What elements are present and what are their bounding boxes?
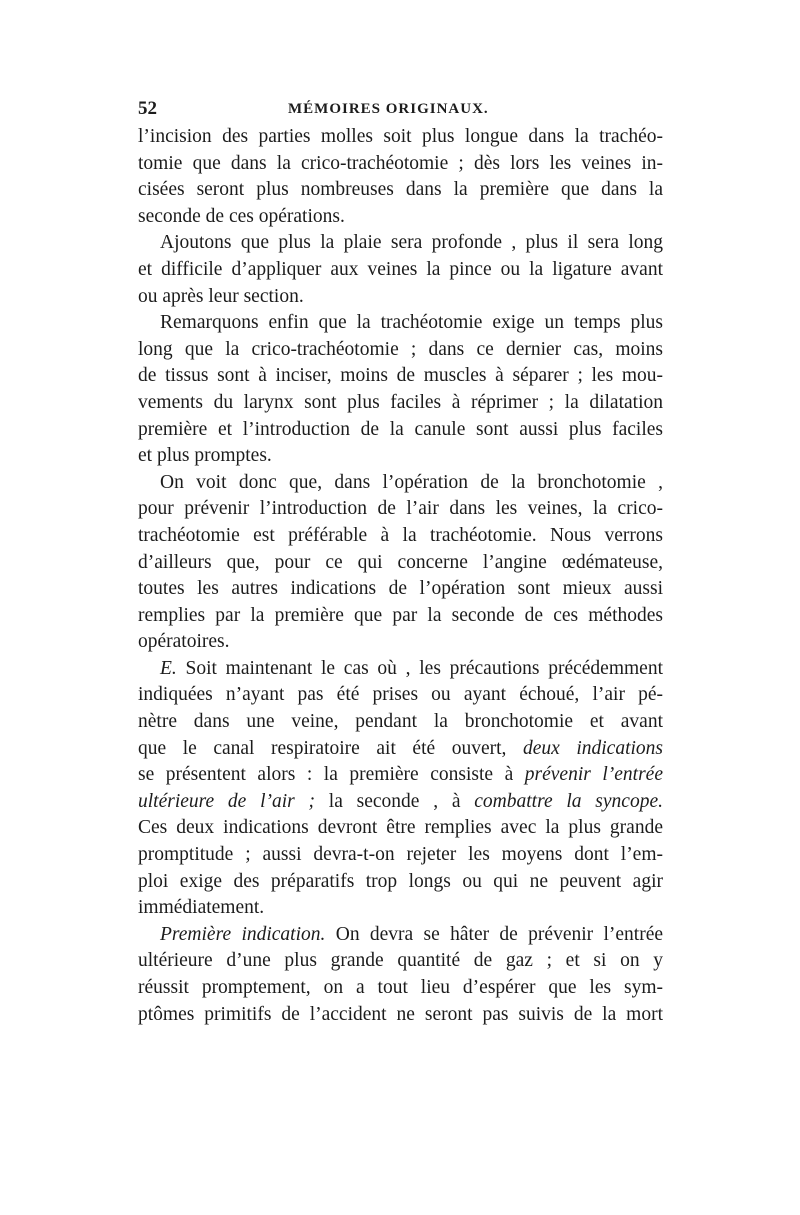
text-line: pour prévenir l’introduction de l’air dans les veines, la crico- <box>138 498 663 520</box>
italic-text: ultérieure de l’air ; <box>138 790 316 812</box>
text-line: seconde de ces opérations. <box>138 205 345 227</box>
paragraph-6 <box>138 922 663 1028</box>
text-line <box>138 736 663 763</box>
text-line: réussit promptement, on a tout lieu d’espérer que les sym- <box>138 977 663 998</box>
paragraph-5 <box>138 656 663 922</box>
text-line: Remarquons enfin que la trachéotomie exige un temps plus <box>160 312 663 334</box>
text-run: se présentent alors : la première consiste à <box>138 764 525 786</box>
text-line: immédiatement. <box>138 897 265 919</box>
text-run: que le canal respiratoire ait été ouvert, <box>138 737 523 759</box>
text-line: d’ailleurs que, pour ce qui concerne l’angine œdémateuse, <box>138 551 663 573</box>
text-line: de tissus sont à inciser, moins de muscles à séparer ; les mou- <box>138 365 663 387</box>
text-run: On devra se hâter de prévenir l’entrée <box>325 923 664 945</box>
text-line <box>138 789 663 816</box>
text-line: ptômes primitifs de l’accident ne seront pas suivis de la mort <box>138 1003 663 1025</box>
text-line: trachéotomie est préférable à la trachéotomie. Nous verrons <box>138 524 663 546</box>
text-line: l’incision des parties molles soit plus longue dans la trachéo- <box>138 126 663 147</box>
text-line: nètre dans une veine, pendant la bronchotomie et avant <box>138 711 663 733</box>
text-line: ultérieure d’une plus grande quantité de gaz ; et si on y <box>138 950 663 972</box>
text-line <box>138 922 663 949</box>
text-line <box>138 762 663 789</box>
text-line: long que la crico-trachéotomie ; dans ce dernier cas, moins <box>138 338 663 360</box>
text-line: ou après leur section. <box>138 285 304 307</box>
text-run: la seconde , à <box>315 790 475 812</box>
text-line: remplies par la première que par la seconde de ces méthodes <box>138 604 663 626</box>
italic-text: prévenir l’entrée <box>524 764 663 786</box>
text-line: ploi exige des préparatifs trop longs ou qui ne peuvent agir <box>138 870 663 892</box>
text-line: et plus promptes. <box>138 445 272 467</box>
page-number: 52 <box>138 98 157 119</box>
text-line: toutes les autres indications de l’opération sont mieux aussi <box>138 578 663 600</box>
paragraph-2 <box>138 230 663 310</box>
page-header <box>138 96 663 122</box>
section-letter: E. <box>160 657 177 679</box>
running-head: MÉMOIRES ORIGINAUX. <box>288 101 489 117</box>
text-line: Ajoutons que plus la plaie sera profonde , plus il sera long <box>160 232 663 254</box>
book-page <box>138 96 663 1028</box>
text-line: opératoires. <box>138 631 230 653</box>
text-line: première et l’introduction de la canule sont aussi plus faciles <box>138 418 663 440</box>
section-heading: Première indication. <box>160 923 326 945</box>
text-line: tomie que dans la crico-trachéotomie ; dès lors les veines in- <box>138 152 663 174</box>
text-line: promptitude ; aussi devra-t-on rejeter les moyens dont l’em- <box>138 844 663 866</box>
text-line: et difficile d’appliquer aux veines la pince ou la ligature avant <box>138 258 663 280</box>
text-line: indiquées n’ayant pas été prises ou ayant échoué, l’air pé- <box>138 684 663 706</box>
text-run: Soit maintenant le cas où , les précautions précédemment <box>176 657 663 679</box>
paragraph-4 <box>138 470 663 656</box>
text-line <box>138 656 663 683</box>
italic-text: deux indications <box>522 737 663 759</box>
italic-text: combattre la syncope. <box>474 790 663 812</box>
text-line: vements du larynx sont plus faciles à réprimer ; la dilatation <box>138 391 663 413</box>
text-line: On voit donc que, dans l’opération de la bronchotomie , <box>160 471 663 493</box>
text-line: cisées seront plus nombreuses dans la première que dans la <box>138 179 663 201</box>
paragraph-3 <box>138 310 663 470</box>
text-line: Ces deux indications devront être remplies avec la plus grande <box>138 817 663 839</box>
body-text <box>138 124 663 1028</box>
paragraph-1 <box>138 124 663 230</box>
